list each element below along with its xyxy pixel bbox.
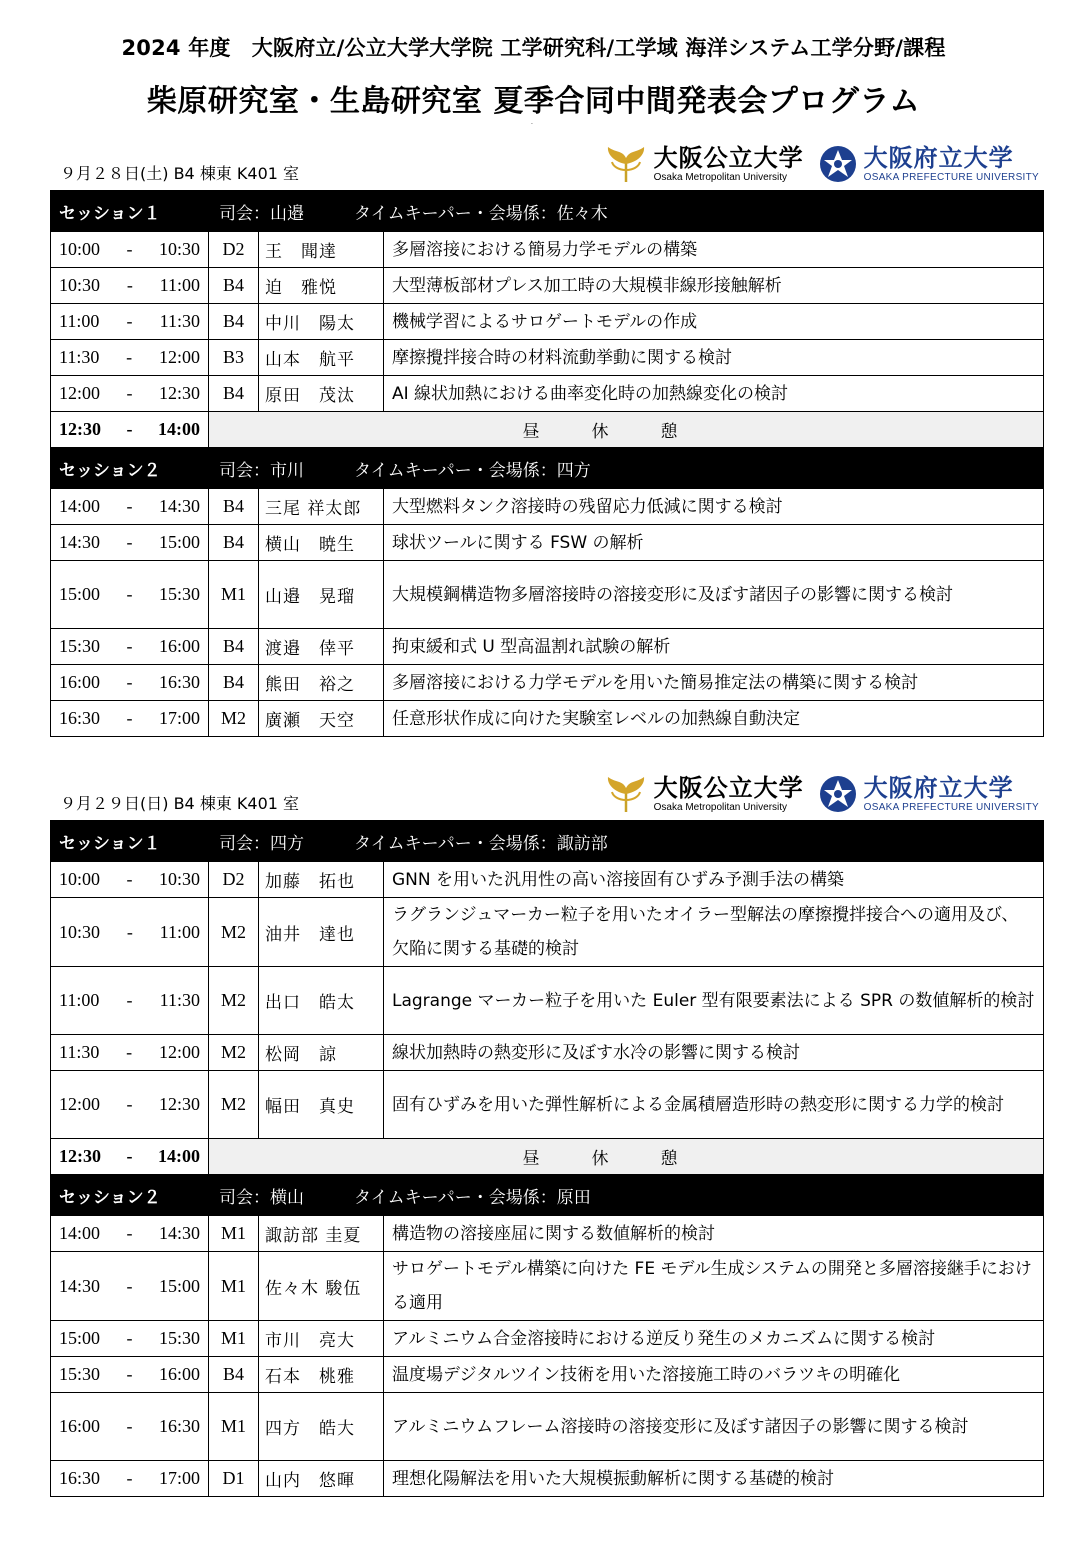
time-start: 11:00: [59, 990, 100, 1010]
talk-title: GNN を用いた汎用性の高い溶接固有ひずみ予測手法の構築: [384, 862, 1044, 898]
time-dash: -: [126, 1275, 133, 1296]
time-start: 14:00: [59, 496, 101, 516]
time-start: 15:00: [59, 584, 101, 604]
session-name: セッション２: [59, 1187, 161, 1208]
time-start: 12:00: [59, 383, 101, 403]
talk-title: アルミニウム合金溶接時における逆反り発生のメカニズムに関する検討: [384, 1321, 1044, 1357]
lunch-time: [51, 1139, 209, 1175]
presenter-grade: M1: [209, 1393, 259, 1461]
time-dash: -: [126, 708, 133, 728]
presenter-grade: D2: [209, 232, 259, 268]
time-end: 12:30: [158, 383, 200, 403]
time-slot: [51, 1461, 209, 1497]
presenter-name: 佐々木 駿伍: [259, 1252, 384, 1321]
presenter-name: 中川 陽太: [259, 304, 384, 340]
presenter-name: 市川 亮大: [259, 1321, 384, 1357]
session-chair: 司会：山邉: [219, 203, 304, 224]
table-row: [51, 862, 1044, 898]
table-row: [51, 1216, 1044, 1252]
ginkgo-icon: [604, 144, 648, 184]
opu-emblem-icon: [818, 774, 858, 814]
talk-title: ラグランジュマーカー粒子を用いたオイラー型解法の摩擦攪拌接合への適用及び、欠陥に関する基礎的検討: [384, 898, 1044, 967]
time-slot: [51, 1321, 209, 1357]
table-row: [51, 376, 1044, 412]
omu-logo-name: 大阪公立大学: [653, 773, 804, 802]
presenter-name: 油井 達也: [259, 898, 384, 967]
lunch-label: 昼休憩: [209, 1139, 1044, 1175]
talk-title: 任意形状作成に向けた実験室レベルの加熱線自動決定: [384, 701, 1044, 737]
ginkgo-icon: [604, 774, 648, 814]
day-block: [50, 142, 1043, 737]
talk-title: 多層溶接における力学モデルを用いた簡易推定法の構築に関する検討: [384, 665, 1044, 701]
session-chair: 司会：横山: [219, 1187, 304, 1208]
presenter-name: 山内 悠暉: [259, 1461, 384, 1497]
table-row: [51, 898, 1044, 967]
time-slot: [51, 489, 209, 525]
time-start: 16:00: [59, 1416, 101, 1436]
table-row: [51, 1071, 1044, 1139]
time-slot: [51, 376, 209, 412]
opu-logo: [818, 774, 1039, 814]
program-year-header: 2024 年度 大阪府立/公立大学大学院 工学研究科/工学域 海洋システム工学分野/課程: [121, 36, 946, 60]
talk-title: 拘束緩和式 U 型高温割れ試験の解析: [384, 629, 1044, 665]
talk-title: 理想化陽解法を用いた大規模振動解析に関する基礎的検討: [384, 1461, 1044, 1497]
presenter-name: 三尾 祥太郎: [259, 489, 384, 525]
opu-logo-name: 大阪府立大学: [863, 773, 1014, 802]
opu-logo-sub: OSAKA PREFECTURE UNIVERSITY: [863, 801, 1039, 813]
session-header: [51, 448, 1044, 489]
time-dash: -: [126, 1468, 133, 1488]
presenter-name: 幅田 真史: [259, 1071, 384, 1139]
time-end: 15:30: [158, 1328, 200, 1348]
presenter-name: 迫 雅悦: [259, 268, 384, 304]
time-slot: [51, 340, 209, 376]
time-slot: [51, 304, 209, 340]
time-end: 16:30: [158, 1416, 200, 1436]
session-name: セッション１: [59, 203, 161, 224]
time-dash: -: [126, 275, 133, 295]
time-dash: -: [126, 636, 133, 656]
presenter-grade: B4: [209, 629, 259, 665]
table-row: [51, 340, 1044, 376]
time-end: 14:00: [158, 419, 200, 439]
presenter-name: 加藤 拓也: [259, 862, 384, 898]
time-start: 16:00: [59, 672, 101, 692]
time-end: 12:00: [158, 347, 200, 367]
time-dash: -: [126, 496, 133, 516]
lunch-label: 昼休憩: [209, 412, 1044, 448]
session-chair: 司会：市川: [219, 460, 304, 481]
time-dash: -: [126, 1042, 133, 1062]
opu-logo-sub: OSAKA PREFECTURE UNIVERSITY: [863, 171, 1039, 183]
time-start: 16:30: [59, 1468, 101, 1488]
talk-title: 固有ひずみを用いた弾性解析による金属積層造形時の熱変形に関する力学的検討: [384, 1071, 1044, 1139]
time-end: 16:00: [158, 1364, 200, 1384]
table-row: [51, 1252, 1044, 1321]
table-row: [51, 268, 1044, 304]
lunch-break-row: [51, 1139, 1044, 1175]
talk-title: 球状ツールに関する FSW の解析: [384, 525, 1044, 561]
table-row: [51, 304, 1044, 340]
presenter-grade: B4: [209, 304, 259, 340]
talk-title: 摩擦攪拌接合時の材料流動挙動に関する検討: [384, 340, 1044, 376]
time-dash: -: [126, 347, 133, 367]
table-row: [51, 525, 1044, 561]
presenter-grade: B4: [209, 489, 259, 525]
time-start: 14:00: [59, 1223, 101, 1243]
session-header: [51, 821, 1044, 862]
time-end: 15:00: [158, 532, 200, 552]
time-slot: [51, 1216, 209, 1252]
table-row: [51, 489, 1044, 525]
presenter-name: 熊田 裕之: [259, 665, 384, 701]
time-slot: [51, 232, 209, 268]
presenter-name: 王 聞達: [259, 232, 384, 268]
time-end: 14:00: [158, 1146, 200, 1166]
talk-title: 温度場デジタルツイン技術を用いた溶接施工時のバラツキの明確化: [384, 1357, 1044, 1393]
day-block: [50, 772, 1043, 1497]
time-slot: [51, 1393, 209, 1461]
day-date-room: ９月２９日(日) B4 棟東 K401 室: [60, 794, 300, 813]
time-dash: -: [126, 311, 133, 331]
opu-logo: [818, 144, 1039, 184]
presenter-name: 四方 皓大: [259, 1393, 384, 1461]
time-slot: [51, 665, 209, 701]
session-timekeeper: タイムキーパー・会場係：四方: [354, 460, 591, 481]
presenter-name: 出口 皓太: [259, 967, 384, 1035]
session-timekeeper: タイムキーパー・会場係：佐々木: [354, 203, 608, 224]
time-slot: [51, 1252, 209, 1321]
presenter-grade: B4: [209, 665, 259, 701]
time-end: 16:00: [158, 636, 200, 656]
time-dash: -: [126, 532, 133, 552]
talk-title: Lagrange マーカー粒子を用いた Euler 型有限要素法による SPR の数値解析的検討: [384, 967, 1044, 1035]
time-end: 10:30: [158, 239, 200, 259]
time-start: 15:30: [59, 1364, 101, 1384]
presenter-grade: M2: [209, 1035, 259, 1071]
time-start: 12:30: [59, 1146, 101, 1166]
omu-logo: [604, 774, 804, 814]
time-start: 10:30: [59, 275, 101, 295]
presenter-name: 横山 暁生: [259, 525, 384, 561]
presenter-name: 渡邉 倖平: [259, 629, 384, 665]
time-start: 11:00: [59, 311, 100, 331]
opu-logo-name: 大阪府立大学: [863, 143, 1014, 172]
talk-title: AI 線状加熱における曲率変化時の加熱線変化の検討: [384, 376, 1044, 412]
university-logos: [604, 772, 1039, 816]
time-slot: [51, 561, 209, 629]
schedule-table: [50, 820, 1044, 1497]
time-end: 17:00: [158, 708, 200, 728]
time-dash: -: [126, 921, 133, 942]
time-dash: -: [126, 383, 133, 403]
time-start: 10:00: [59, 239, 101, 259]
time-end: 11:30: [159, 990, 200, 1010]
presenter-name: 松岡 諒: [259, 1035, 384, 1071]
talk-title: 大型薄板部材プレス加工時の大規模非線形接触解析: [384, 268, 1044, 304]
presenter-grade: B3: [209, 340, 259, 376]
table-row: [51, 967, 1044, 1035]
schedule-table: [50, 190, 1044, 737]
table-row: [51, 561, 1044, 629]
presenter-grade: D1: [209, 1461, 259, 1497]
time-slot: [51, 701, 209, 737]
session-name: セッション２: [59, 460, 161, 481]
time-dash: -: [126, 239, 133, 259]
omu-logo-name: 大阪公立大学: [653, 143, 804, 172]
time-start: 16:30: [59, 708, 101, 728]
time-start: 11:30: [59, 1042, 100, 1062]
talk-title: 多層溶接における簡易力学モデルの構築: [384, 232, 1044, 268]
talk-title: 線状加熱時の熱変形に及ぼす水冷の影響に関する検討: [384, 1035, 1044, 1071]
lunch-break-row: [51, 412, 1044, 448]
presenter-grade: B4: [209, 376, 259, 412]
time-dash: -: [126, 1364, 133, 1384]
time-dash: -: [126, 869, 133, 889]
presenter-grade: B4: [209, 1357, 259, 1393]
omu-logo: [604, 144, 804, 184]
talk-title: 機械学習によるサロゲートモデルの作成: [384, 304, 1044, 340]
time-slot: [51, 898, 209, 967]
presenter-grade: B4: [209, 525, 259, 561]
time-dash: -: [126, 990, 133, 1010]
time-slot: [51, 629, 209, 665]
time-start: 11:30: [59, 347, 100, 367]
university-logos: [604, 142, 1039, 186]
presenter-grade: M1: [209, 1216, 259, 1252]
session-header: [51, 1175, 1044, 1216]
presenter-name: 諏訪部 圭夏: [259, 1216, 384, 1252]
time-dash: -: [126, 1328, 133, 1348]
time-start: 12:30: [59, 419, 101, 439]
presenter-grade: M1: [209, 1252, 259, 1321]
table-row: [51, 1461, 1044, 1497]
talk-title: 大型燃料タンク溶接時の残留応力低減に関する検討: [384, 489, 1044, 525]
time-dash: -: [126, 419, 133, 439]
table-row: [51, 1357, 1044, 1393]
table-row: [51, 1321, 1044, 1357]
time-start: 14:30: [59, 1275, 101, 1296]
table-row: [51, 629, 1044, 665]
time-end: 11:00: [159, 921, 200, 942]
lunch-time: [51, 412, 209, 448]
program-title: 柴原研究室・生島研究室 夏季合同中間発表会プログラム: [146, 84, 921, 119]
time-end: 14:30: [158, 1223, 200, 1243]
time-start: 10:30: [59, 921, 101, 942]
time-dash: -: [126, 1416, 133, 1436]
time-start: 12:00: [59, 1094, 101, 1114]
table-row: [51, 1035, 1044, 1071]
presenter-name: 原田 茂汰: [259, 376, 384, 412]
talk-title: 構造物の溶接座屈に関する数値解析的検討: [384, 1216, 1044, 1252]
time-slot: [51, 1357, 209, 1393]
time-end: 11:30: [159, 311, 200, 331]
time-end: 12:30: [158, 1094, 200, 1114]
time-end: 16:30: [158, 672, 200, 692]
time-slot: [51, 1035, 209, 1071]
table-row: [51, 232, 1044, 268]
presenter-grade: M2: [209, 967, 259, 1035]
time-end: 15:30: [158, 584, 200, 604]
time-dash: -: [126, 1223, 133, 1243]
session-chair: 司会：四方: [219, 833, 304, 854]
time-start: 15:30: [59, 636, 101, 656]
time-end: 14:30: [158, 496, 200, 516]
session-name: セッション１: [59, 833, 161, 854]
session-timekeeper: タイムキーパー・会場係：諏訪部: [354, 833, 608, 854]
presenter-name: 山邉 晃瑠: [259, 561, 384, 629]
talk-title: 大規模鋼構造物多層溶接時の溶接変形に及ぼす諸因子の影響に関する検討: [384, 561, 1044, 629]
time-end: 11:00: [159, 275, 200, 295]
presenter-name: 石本 桃雅: [259, 1357, 384, 1393]
table-row: [51, 701, 1044, 737]
session-timekeeper: タイムキーパー・会場係：原田: [354, 1187, 591, 1208]
time-slot: [51, 862, 209, 898]
omu-logo-sub: Osaka Metropolitan University: [653, 171, 788, 183]
time-dash: -: [126, 584, 133, 604]
time-slot: [51, 525, 209, 561]
time-dash: -: [126, 1094, 133, 1114]
opu-emblem-icon: [818, 144, 858, 184]
presenter-grade: M1: [209, 1321, 259, 1357]
table-row: [51, 665, 1044, 701]
separator-dot: .: [531, 119, 533, 126]
time-end: 12:00: [158, 1042, 200, 1062]
time-end: 15:00: [158, 1275, 200, 1296]
presenter-grade: M1: [209, 561, 259, 629]
time-start: 15:00: [59, 1328, 101, 1348]
time-slot: [51, 967, 209, 1035]
time-end: 10:30: [158, 869, 200, 889]
time-dash: -: [126, 1146, 133, 1166]
time-end: 17:00: [158, 1468, 200, 1488]
presenter-grade: D2: [209, 862, 259, 898]
omu-logo-sub: Osaka Metropolitan University: [653, 801, 788, 813]
day-date-room: ９月２８日(土) B4 棟東 K401 室: [60, 164, 300, 183]
talk-title: サロゲートモデル構築に向けた FE モデル生成システムの開発と多層溶接継手における適用: [384, 1252, 1044, 1321]
session-header: [51, 191, 1044, 232]
talk-title: アルミニウムフレーム溶接時の溶接変形に及ぼす諸因子の影響に関する検討: [384, 1393, 1044, 1461]
presenter-name: 廣瀬 天空: [259, 701, 384, 737]
presenter-grade: M2: [209, 1071, 259, 1139]
presenter-name: 山本 航平: [259, 340, 384, 376]
presenter-grade: B4: [209, 268, 259, 304]
time-start: 14:30: [59, 532, 101, 552]
presenter-grade: M2: [209, 898, 259, 967]
presenter-grade: M2: [209, 701, 259, 737]
table-row: [51, 1393, 1044, 1461]
time-slot: [51, 268, 209, 304]
time-slot: [51, 1071, 209, 1139]
time-start: 10:00: [59, 869, 101, 889]
time-dash: -: [126, 672, 133, 692]
